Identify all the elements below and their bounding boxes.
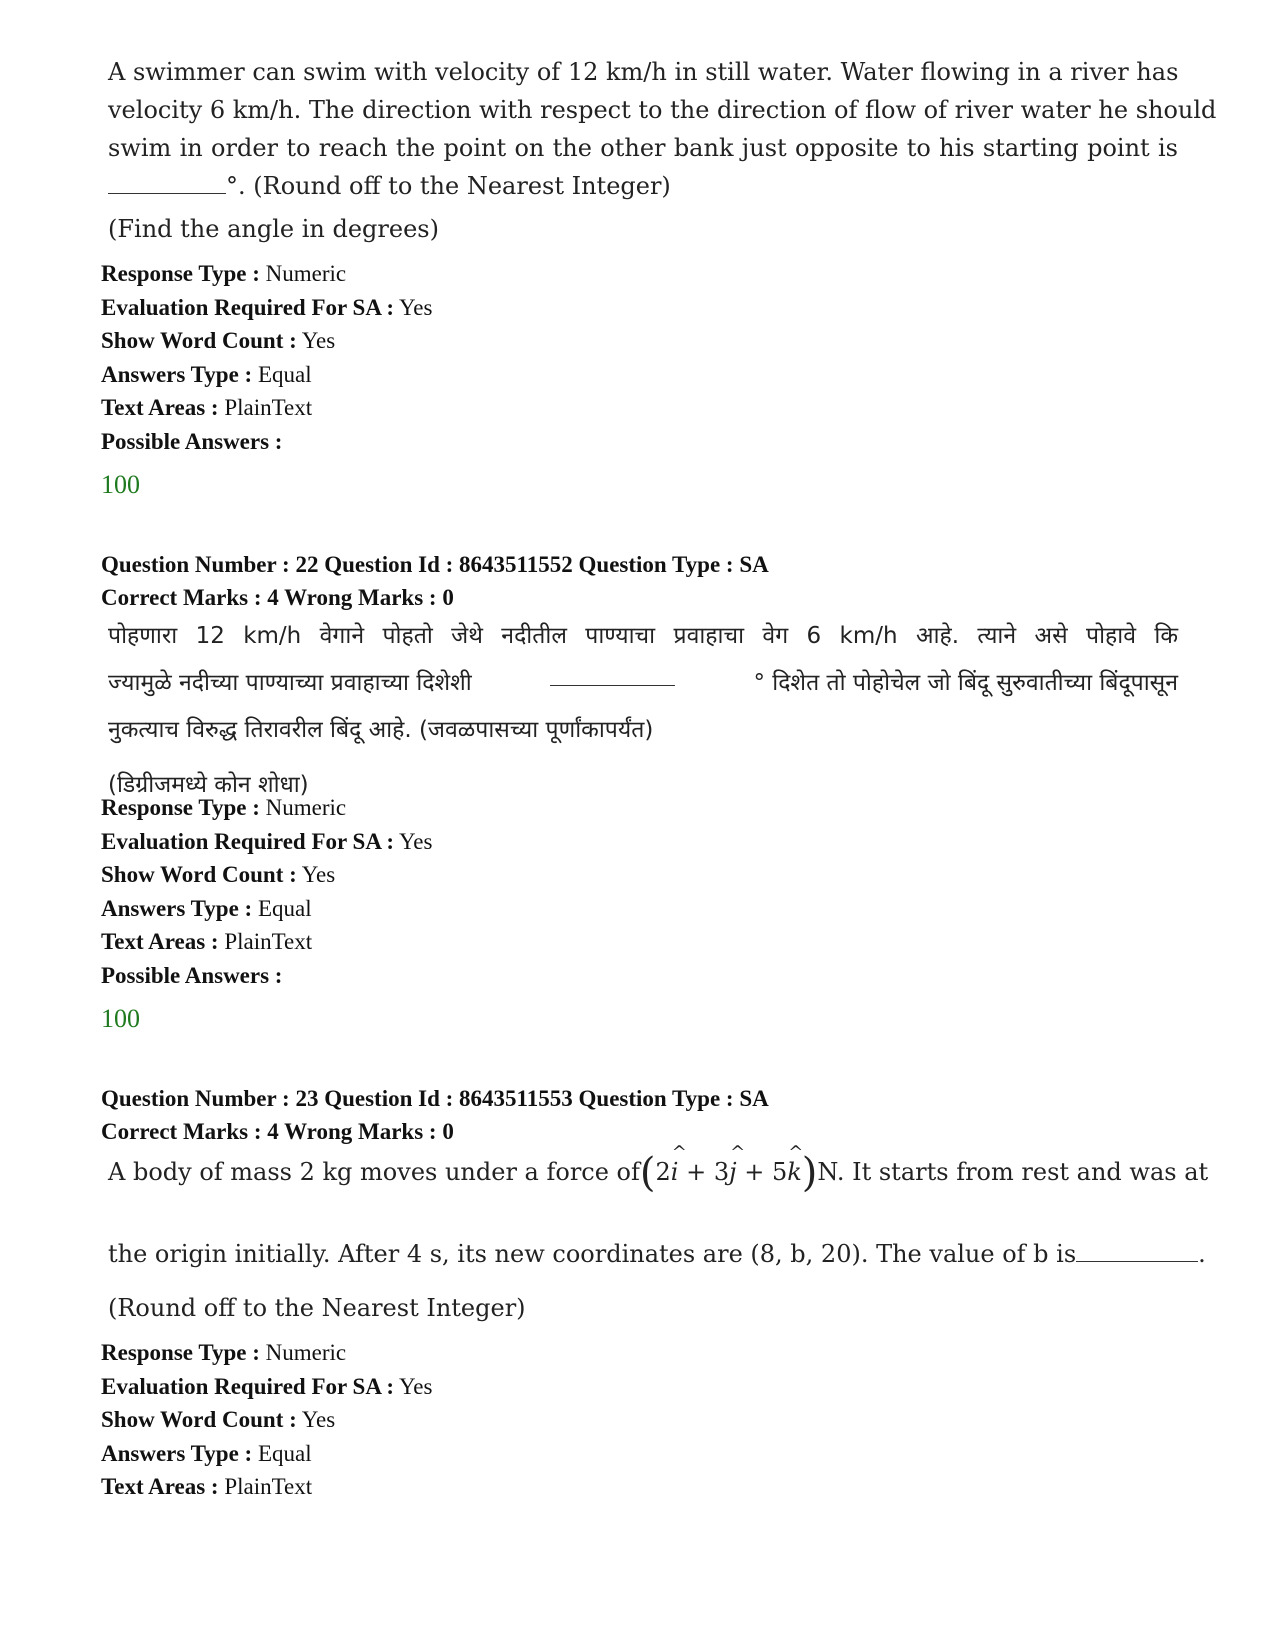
evaluation-row: Evaluation Required For SA : Yes [101,294,433,320]
answers-type-row: Answers Type : Equal [101,361,312,387]
q21-line-3: swim in order to reach the point on the other bank just opposite to his starting point is [108,134,1178,162]
q21-line-4: °. (Round off to the Nearest Integer) [108,172,671,200]
q22-line-1: पोहणारा 12 km/h वेगाने पोहतो जेथे नदीतील पाण्याचा प्रवाहाचा वेग 6 km/h आहे. त्याने असे पोहावे कि [108,623,1178,649]
answers-type-row: Answers Type : Equal [101,1440,312,1466]
word-count-row: Show Word Count : Yes [101,862,336,887]
q22-header-ids: Question Number : 22 Question Id : 8643511552 Question Type : SA [101,552,769,577]
response-type-row: Response Type : Numeric [101,1340,347,1365]
q21-metadata [101,257,432,458]
q21-line-2: velocity 6 km/h. The direction with respect to the direction of flow of river water he should [108,96,1217,124]
q22-header [101,548,769,614]
q22-header-marks: Correct Marks : 4 Wrong Marks : 0 [101,585,454,610]
answers-type-row: Answers Type : Equal [101,895,312,921]
q22-metadata [101,791,432,992]
q22-line-3: नुकत्याच विरुद्ध तिरावरील बिंदू आहे. (जवळपासच्या पूर्णांकापर्यंत) [108,717,654,743]
q21-line-5: (Find the angle in degrees) [108,215,439,243]
answer-blank [108,173,226,194]
text-areas-row: Text Areas : PlainText [101,395,313,420]
q22-line-4: (डिग्रीजमध्ये कोन शोधा) [108,772,309,798]
force-vector: (2 ^ i + 3 ^ j + 5 ^ k) [639,1142,818,1196]
q23-header [101,1082,769,1148]
q23-header-marks: Correct Marks : 4 Wrong Marks : 0 [101,1119,454,1144]
text-areas-row: Text Areas : PlainText [101,929,313,954]
response-type-row: Response Type : Numeric [101,795,347,820]
response-type-row: Response Type : Numeric [101,261,347,286]
answer-blank [550,665,675,686]
word-count-row: Show Word Count : Yes [101,1407,336,1432]
unit-vector-j: ^ j [729,1142,746,1186]
q23-line-3: (Round off to the Nearest Integer) [108,1294,526,1322]
unit-vector-i: ^ i [670,1142,687,1186]
text-areas-row: Text Areas : PlainText [101,1474,313,1499]
q21-line-1: A swimmer can swim with velocity of 12 km/h in still water. Water flowing in a river has [108,58,1179,86]
word-count-row: Show Word Count : Yes [101,328,336,353]
q22-line-2: ज्यामुळे नदीच्या पाण्याच्या प्रवाहाच्या दिशेशी ° दिशेत तो पोहोचेल जो बिंदू सुरुवातीच्या बिंदूपासून [108,665,1178,697]
possible-answers-row: Possible Answers : [101,962,283,988]
possible-answers-row: Possible Answers : [101,428,283,454]
answer-blank [1076,1241,1198,1262]
q23-metadata [101,1336,432,1504]
evaluation-row: Evaluation Required For SA : Yes [101,828,433,854]
evaluation-row: Evaluation Required For SA : Yes [101,1373,433,1399]
q23-line-1: A body of mass 2 kg moves under a force of (2 ^ i + 3 ^ j + 5 ^ k) N. It starts from rest and was at [108,1142,1209,1196]
q22-answer: 100 [101,1004,140,1033]
q21-answer: 100 [101,470,140,499]
unit-vector-k: ^ k [787,1142,804,1186]
q23-line-2: the origin initially. After 4 s, its new coordinates are (8, b, 20). The value of b is . [108,1240,1206,1268]
q23-header-ids: Question Number : 23 Question Id : 8643511553 Question Type : SA [101,1086,769,1111]
